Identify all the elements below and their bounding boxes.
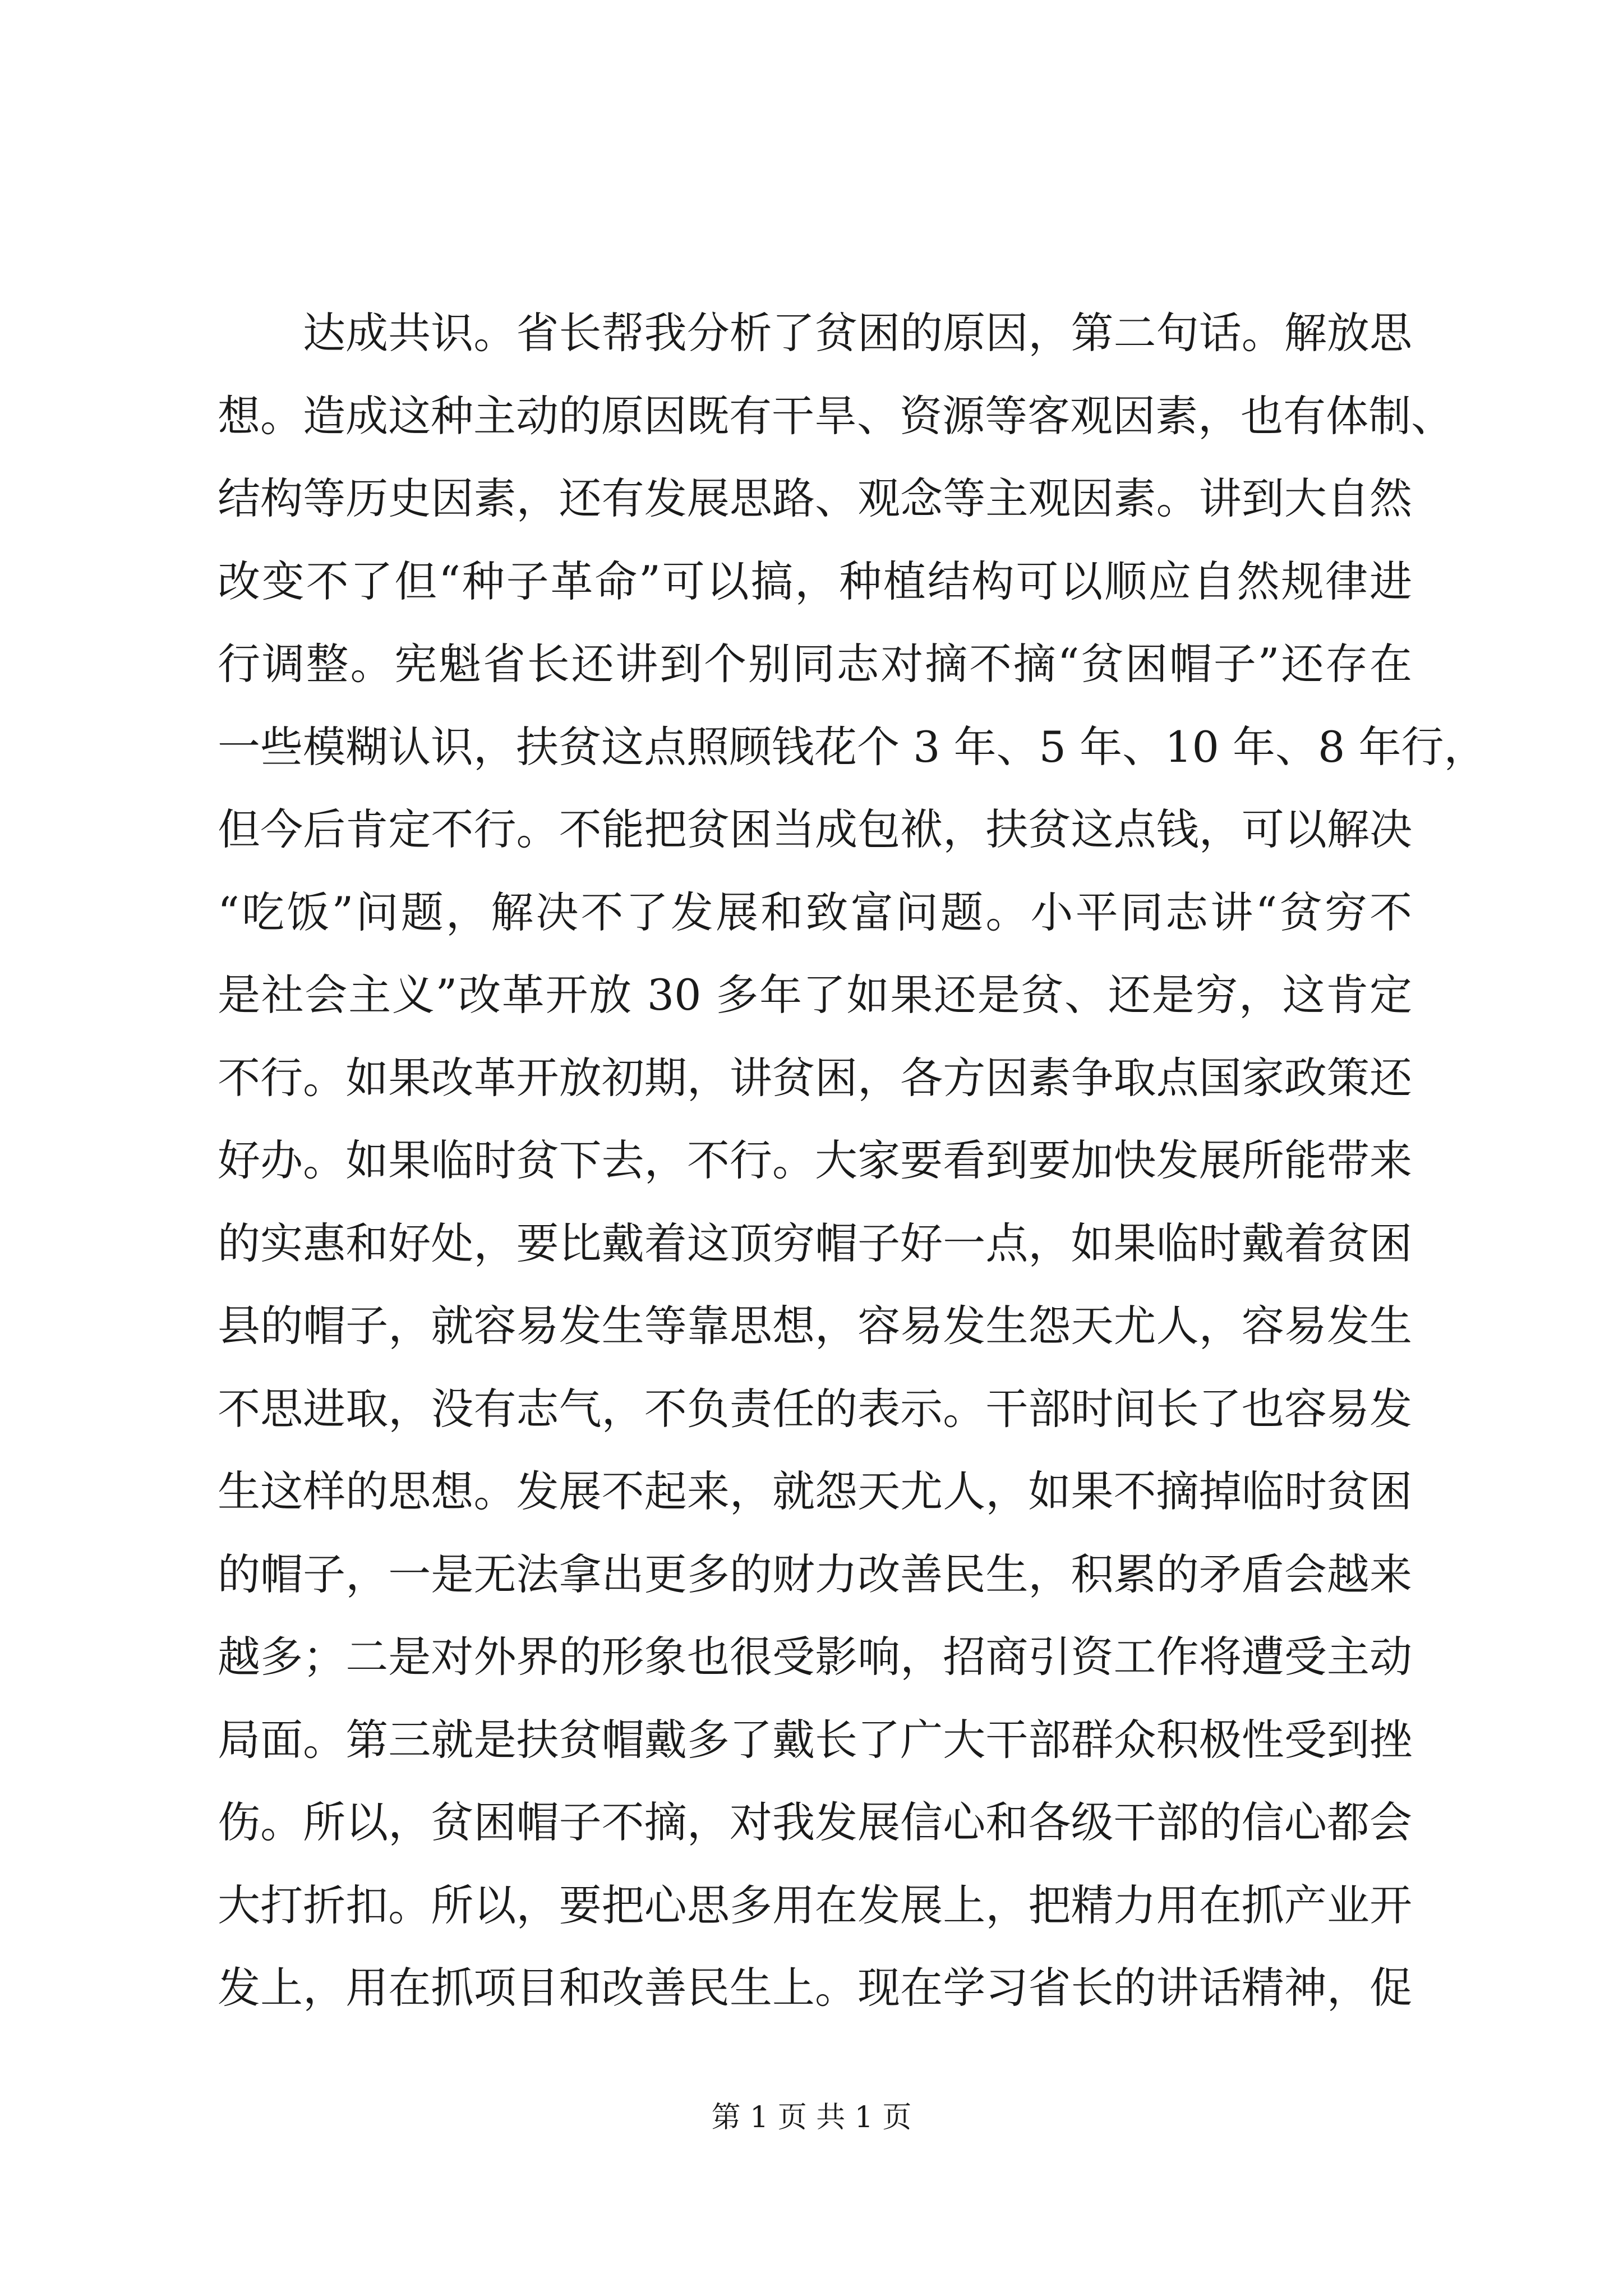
text-line: 结构等历史因素，还有发展思路、观念等主观因素。讲到大自然 — [218, 473, 1412, 523]
text-line: 发上，用在抓项目和改善民生上。现在学习省长的讲话精神，促 — [218, 1963, 1412, 2013]
text-line: 行调整。宪魁省长还讲到个别同志对摘不摘“贫困帽子”还存在 — [218, 639, 1412, 689]
text-line: 生这样的思想。发展不起来，就怨天尤人，如果不摘掉临时贫困 — [218, 1466, 1412, 1516]
text-line: “吃饭”问题，解决不了发展和致富问题。小平同志讲“贫穷不 — [218, 887, 1412, 937]
text-line: 的帽子，一是无法拿出更多的财力改善民生，积累的矛盾会越来 — [218, 1549, 1412, 1599]
text-line: 想。造成这种主动的原因既有干旱、资源等客观因素，也有体制、 — [218, 390, 1454, 441]
text-line: 的实惠和好处，要比戴着这顶穷帽子好一点，如果临时戴着贫困 — [218, 1218, 1412, 1268]
text-line: 伤。所以，贫困帽子不摘，对我发展信心和各级干部的信心都会 — [218, 1797, 1412, 1847]
text-line: 不行。如果改革开放初期，讲贫困，各方因素争取点国家政策还 — [218, 1052, 1412, 1103]
text-line: 是社会主义”改革开放 30 多年了如果还是贫、还是穷，这肯定 — [218, 970, 1412, 1020]
text-line: 不思进取，没有志气，不负责任的表示。干部时间长了也容易发 — [218, 1383, 1412, 1434]
text-line: 一些模糊认识，扶贫这点照顾钱花个 3 年、5 年、10 年、8 年行， — [218, 721, 1487, 772]
text-line: 大打折扣。所以，要把心思多用在发展上，把精力用在抓产业开 — [218, 1880, 1412, 1930]
text-line: 局面。第三就是扶贫帽戴多了戴长了广大干部群众积极性受到挫 — [218, 1714, 1412, 1765]
page-number-footer: 第 1 页 共 1 页 — [711, 2101, 912, 2134]
text-line: 县的帽子，就容易发生等靠思想，容易发生怨天尤人，容易发生 — [218, 1301, 1412, 1351]
text-line: 达成共识。省长帮我分析了贫困的原因，第二句话。解放思 — [303, 308, 1412, 358]
text-line: 好办。如果临时贫下去，不行。大家要看到要加快发展所能带来 — [218, 1135, 1412, 1185]
text-line: 改变不了但“种子革命”可以搞，种植结构可以顺应自然规律进 — [218, 556, 1412, 606]
text-line: 但今后肯定不行。不能把贫困当成包袱，扶贫这点钱，可以解决 — [218, 804, 1412, 854]
text-line: 越多；二是对外界的形象也很受影响，招商引资工作将遭受主动 — [218, 1632, 1412, 1682]
body-paragraph — [218, 292, 1487, 2030]
